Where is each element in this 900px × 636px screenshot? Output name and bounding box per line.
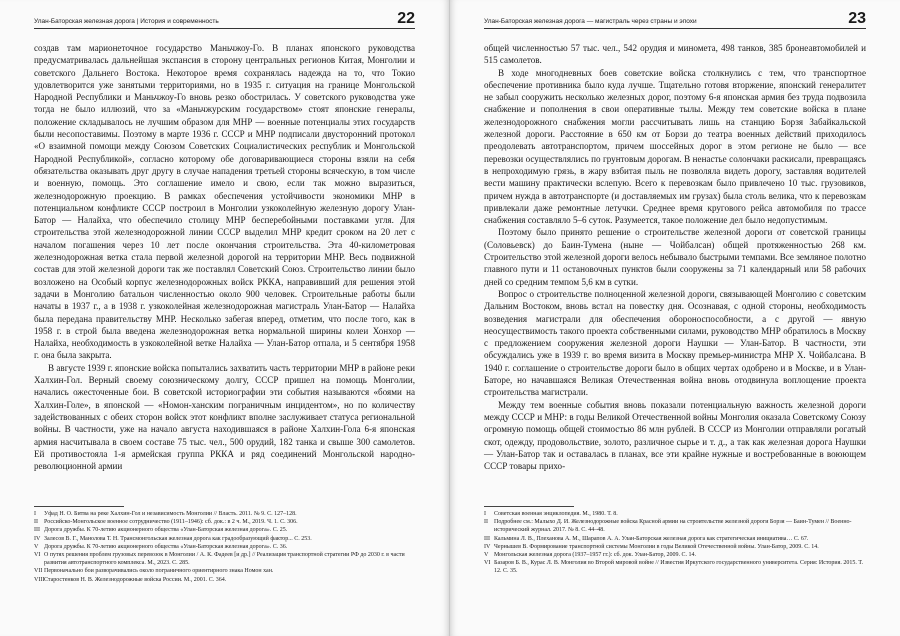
right-footnote-rule [484, 506, 574, 507]
right-paragraph-5: Между тем военные события вновь показали потенциальную важность железной дороги между СССР и МНР: в годы Великой Отечественной войны Монголия оказала Советскому Союзу огромную помощь общей стоимостью 86 млн рублей. В СССР из Монголии отправляли рогатый скот, одежду, продовольствие, золото, различное сырье и т. д., а так как железная дорога Наушки — Улан-Батор так и оставалась в планах, все эти крайне нужные и востребованные в воюющем СССР товары прихо- [484, 399, 866, 472]
right-footnotes [484, 510, 866, 576]
left-page-body [34, 42, 415, 472]
left-footnotes [34, 510, 415, 584]
footnote: IV Залесов В. Г., Манолова Т. Н. Трансмонгольская железная дорога как градообразующий фактор... С. 253. [34, 535, 312, 542]
footnote: I Советская военная энциклопедия. М., 1980. Т. 8. [484, 511, 618, 517]
footnote: V Монгольская железная дорога (1937–1957 гг.): сб. док. Улан-Батор, 2009. С. 14. [484, 552, 697, 559]
footnote: IV Чернышев В. Формирование транспортной системы Монголии в годы Великой Отечественной войны. Улан-Батор, 2009. С. 14. [484, 543, 819, 550]
right-paragraph-1: общей численностью 57 тыс. чел., 542 орудия и миномета, 498 танков, 385 бронеавтомобилей и 515 самолетов. [484, 43, 866, 66]
footnote: II Подробнее см.: Малыхо Д. И. Железнодорожные войска Красной армии на строительстве железной дороги Борзя — Баин-Тумен // Военно-исторический журнал. 2017. № 8. С. 44–48. [484, 519, 852, 534]
left-page-header [34, 10, 415, 29]
right-running-head: Улан-Баторская железная дорога — магистраль через страны и эпохи [484, 18, 697, 25]
left-paragraph-2: В августе 1939 г. японские войска попытались захватить часть территории МНР в районе реки Халхин-Гол. Верный своему союзническому долгу, СССР пришел на помощь Монголии, начались ожесточенные бои. В советской историографии эти события называются «боями на Халхин-Голе», в японской — «Номон-ханским пограничным инцидентом», но по количеству задействованных с обеих сторон войск этот конфликт вполне заслуживает статуса региональной войны. В частности, уже на начало августа находившаяся в районе Халхин-Гола 6-я японская армия насчитывала в своем составе 75 тыс. чел., 500 орудий, 182 танка и свыше 300 самолетов. Ей противостояла 1-я армейская группа РККА и ряд соединений Монгольской народно-революционной армии [34, 362, 415, 472]
left-running-head: Улан-Баторская железная дорога | История и современность [34, 18, 219, 25]
footnote: VI О путях решения проблем грузовых перевозок в Монголии / А. К. Фадеев [и др.] // Реализация транспортной стратегии РФ до 2030 г. в части развития автотранспортного комплекса. М., 2023. С. 285. [34, 552, 405, 567]
right-page-body [484, 42, 866, 472]
footnote: I Уфад Н. О. Битва на реке Халхин-Гол и независимость Монголии // Власть. 2011. № 9. С. 127–128. [34, 511, 297, 517]
left-page-number: 22 [397, 10, 415, 27]
footnote: VI Базаров Б. В., Курас Л. В. Монголия во Второй мировой войне // Известия Иркутского государственного университета. Серия: История. 2015. Т. 12. С. 35. [484, 560, 863, 575]
footnote: III Кальмина Л. В., Плеханова А. М., Шарапов А. А. Улан-Баторская железная дорога как стратегическая инициатива… С. 67. [484, 535, 809, 542]
left-paragraph-1: создав там марионеточное государство Маньчжоу-Го. В планах японского руководства предусматривалась дальнейшая экспансия в сторону центральных регионов Китая, Монголии и советского Дальнего Востока. Некоторое время сохранялась надежда на то, что Токио удовлетворится уже занятыми территориями, но в 1935 г. ситуация на границе Монгольской Народной Республики и Маньчжоу-Го вновь резко обострилась. У советского руководства уже тогда не было иллюзий, что за «Маньчжурским государством» стоят японские генералы, положение складывалось не лучшим образом для МНР — военные потенциалы этих государств были несопоставимы. Поэтому в марте 1936 г. СССР и МНР подписали двусторонний протокол «О взаимной помощи между Союзом Советских Социалистических республик и Монгольской Народной Республикой», согласно которому обе договаривающиеся стороны взяли на себя обязательства оказывать друг другу в случае нападения третьей стороны всяческую, в том числе и военную, помощь. Это соглашение имело и свою, если так можно выразиться, железнодорожную проекцию. В рамках обеспечения устойчивости экономики МНР в потенциальном конфликте СССР построил в Монголии узкоколейную железную дорогу Улан-Батор — Налайха, что обеспечило столицу МНР бесперебойными поставками угля. Для строительства этой железнодорожной линии СССР выделил МНР кредит сроком на 20 лет с началом погашения через 10 лет после окончания строительства. Эта 40-километровая железнодорожная ветка стала первой железной дорогой на территории МНР. Весь подвижной состав для этой железной дороги так же поставлял Советский Союз. Строительство линии было возложено на Особый корпус железнодорожных войск РККА, направивший для решения этой задачи в Монголию батальон численностью около 900 человек. Строительные работы были начаты в 1937 г., а в 1938 г. узкоколейная железнодорожная магистраль Улан-Батор — Налайха была передана правительству МНР. Несколько забегая вперед, отметим, что после того, как в 1958 г. в строй была введена железнодорожная ветка нормальной ширины колеи Хонхор — Налайха, необходимость в узкоколейной ветке Налайха — Улан-Батор отпала, и 5 сентября 1958 г. она была закрыта. [34, 43, 415, 361]
right-page-number: 23 [848, 10, 866, 27]
right-paragraph-3: Поэтому было принято решение о строительстве железной дороги от советской границы (Соловьевск) до Баин-Тумена (ныне — Чойбалсан) общей протяженностью 268 км. Строительство этой железной дороги велось небывало быстрыми темпами. Все земляное полотно главного пути и 11 остановочных пунктов были сооружены за 71 календарный или 58 рабочих дней со средним темпом 5,6 км в сутки. [484, 227, 866, 287]
footnote: VII Первоначально бои разворачивались около пограничного ориентирного знака Номон хан. [34, 568, 274, 575]
footnote: III Дорога дружбы. К 70-летию акционерного общества «Улан-Баторская железная дорога». С. 25. [34, 527, 288, 534]
right-paragraph-4: Вопрос о строительстве полноценной железной дороги, связывающей Монголию с советским Дальним Востоком, вновь встал на повестку дня. Осознавая, с одной стороны, необходимость возведения магистрали для обеспечения обороноспособности, а с другой — явную неосуществимость такого проекта собственными силами, руководство МНР обратилось в Москву с предложением сооружения железной дороги Наушки — Улан-Батор. В частности, эти обсуждались уже в 1939 г. во время визита в Москву премьер-министра МНР Х. Чойбалсана. В 1940 г. соглашение о строительстве дороги было в общих чертах одобрено и в Москве, и в Улан-Баторе, но начавшаяся Великая Отечественная война вновь отодвинула воплощение проекта строительства магистрали. [484, 288, 866, 398]
left-footnote-rule [34, 506, 124, 507]
right-page [450, 0, 900, 636]
footnote: II Российско-Монгольское военное сотрудничество (1911–1946): сб. док.: в 2 ч. М., 2019. Ч. 1. С. 306. [34, 519, 298, 526]
right-paragraph-2: В ходе многодневных боев советские войска столкнулись с тем, что транспортное обеспечение противника было куда лучше. Тщательно готовя вторжение, японский генералитет не забыл сооружить несколько железных дорог, поэтому 6-я японская армия без труда подвозила снабжение и пополнения в свои оперативные тылы. Между тем советские войска в плане железнодорожного снабжения могли рассчитывать лишь на станцию Борзя Забайкальской железной дороги. Расстояние в 650 км от Борзи до театра военных действий приходилось преодолевать автотранспортом, причем шоссейных дорог в этом регионе не было — все перевозки осуществлялись по грунтовым дорогам. В ненастье солончаки раскисали, превращаясь в непроходимую грязь, в жару взбитая пыль не позволяла видеть дорогу, заставляя водителей вести машину практически вслепую. Всего к перевозкам было привлечено 10 тыс. грузовиков, причем нужда в автотранспорте (и доставляемых им грузах) была столь велика, что к перевозкам привлекали даже ремонтные летучки. Среднее время кругового рейса автомобиля по трассе снабжения составляло 5–6 суток. Разумеется, такое положение дел было недопустимым. [484, 67, 866, 226]
footnote: V Дорога дружбы. К 70-летию акционерного общества «Улан-Баторская железная дорога». С. 36. [34, 543, 288, 550]
right-page-header [484, 10, 866, 29]
footnote: VIII Старостенков Н. В. Железнодорожные войска России. М., 2001. С. 364. [34, 576, 227, 583]
